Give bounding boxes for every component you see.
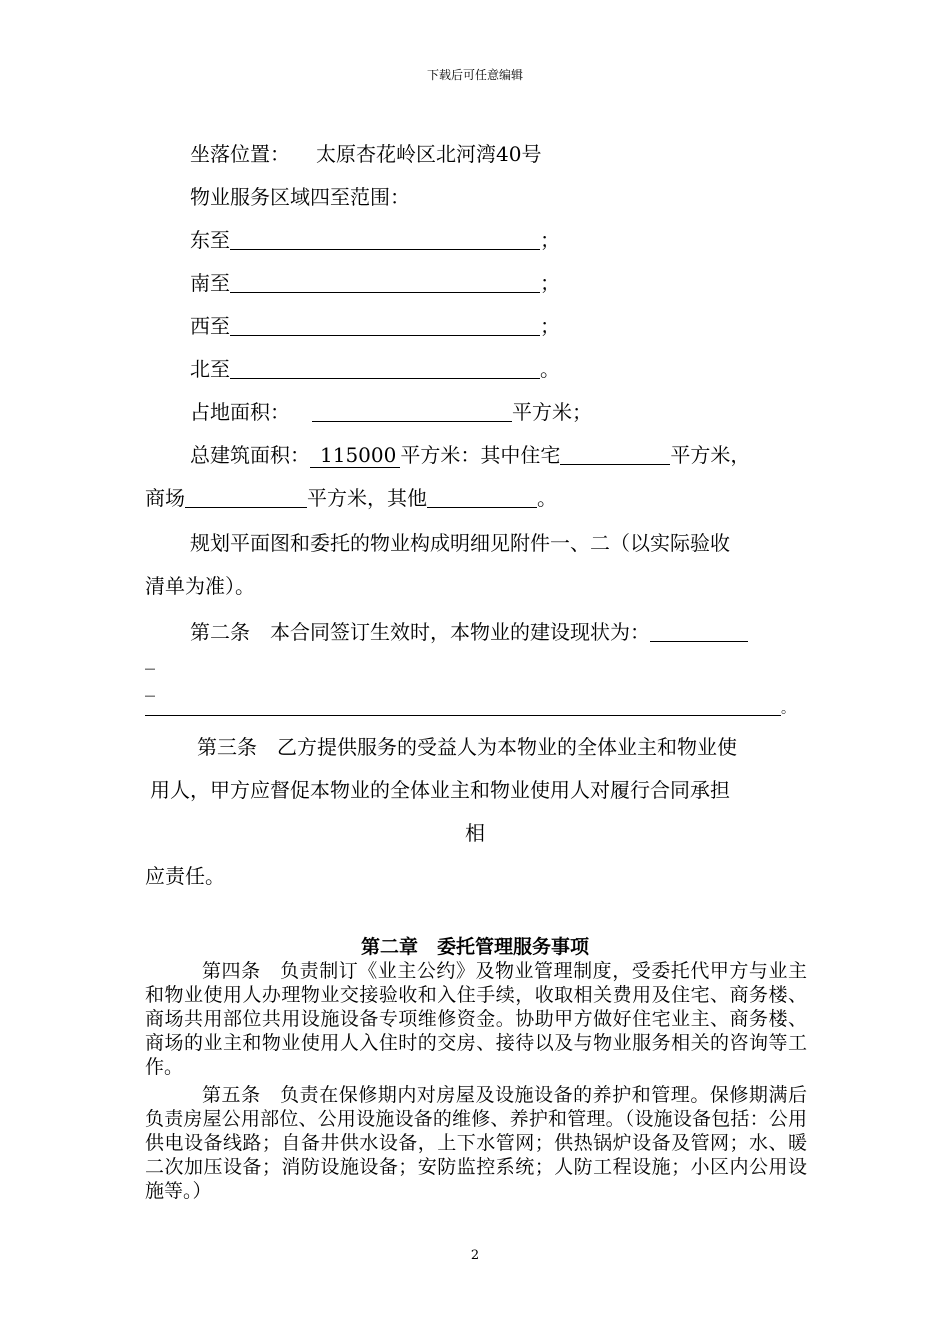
article2-end: 。: [781, 701, 795, 717]
boundary-south: [190, 267, 560, 296]
north-period: 。: [540, 357, 560, 381]
article3-line4: 应责任。: [145, 864, 225, 888]
south-label: 南至: [190, 271, 230, 295]
boundary-title: 物业服务区域四至范围：: [190, 185, 410, 209]
east-semicolon: ；: [540, 228, 560, 252]
north-label: 北至: [190, 357, 230, 381]
east-label: 东至: [190, 228, 230, 252]
article3-line2: 用人，甲方应督促本物业的全体业主和物业使用人对履行合同承担: [150, 778, 730, 802]
article2-text: 第二条 本合同签订生效时，本物业的建设现状为：: [190, 620, 650, 644]
south-blank: [230, 272, 540, 293]
article2-line3: [145, 694, 795, 718]
article4-paragraph: 第四条 负责制订《业主公约》及物业管理制度，受委托代甲方与业主和物业使用人办理物业交接验收和入住手续，收取相关费用及住宅、商务楼、商场共用部位共用设施设备专项维修资金。协助甲方做好住宅业主、商务楼、商场的业主和物业使用人入住时的交房、接待以及与物业服务相关的咨询等工作。: [145, 960, 807, 1078]
page-number: 2: [470, 1248, 480, 1263]
south-semicolon: ；: [540, 271, 560, 295]
article5-paragraph: 第五条 负责在保修期内对房屋及设施设备的养护和管理。保修期满后负责房屋公用部位、公用设施设备的维修、养护和管理。（设施设备包括：公用供电设备线路；自备井供水设备，上下水管网；供热锅炉设备及管网；水、暖二次加压设备；消防设施设备；安防监控系统；人防工程设施；小区内公用设施等。）: [145, 1084, 807, 1202]
article2-dash1: _: [145, 646, 155, 670]
plan-line2: 清单为准）。: [145, 574, 255, 598]
article2-long-blank: [145, 695, 781, 716]
land-area-blank: [312, 401, 512, 422]
mall-blank: [185, 487, 307, 508]
building-area-line: [190, 439, 750, 468]
article3-line1: 第三条 乙方提供服务的受益人为本物业的全体业主和物业使: [197, 735, 737, 759]
article2-line: [190, 616, 748, 645]
building-area-unit-mid: 平方米：其中住宅: [400, 443, 561, 467]
west-semicolon: ；: [540, 314, 560, 338]
building-area-line2: [145, 482, 557, 511]
building-area-value: 115000: [310, 443, 400, 468]
west-label: 西至: [190, 314, 230, 338]
article3-line3: 相: [465, 821, 485, 845]
chapter2-title: 第二章 委托管理服务事项: [360, 936, 589, 958]
residential-blank: [560, 444, 670, 465]
land-area-line: [190, 396, 592, 425]
land-area-label: 占地面积：: [190, 400, 290, 424]
east-blank: [230, 229, 540, 250]
article2-dash2: _: [145, 673, 155, 697]
location-label: 坐落位置：: [190, 142, 290, 166]
building-area-end: 。: [537, 486, 557, 510]
building-area-label: 总建筑面积：: [190, 443, 310, 467]
mall-label: 商场: [145, 486, 185, 510]
building-area-unit-end: 平方米，: [670, 443, 751, 467]
other-blank: [427, 487, 537, 508]
boundary-east: [190, 224, 560, 253]
west-blank: [230, 315, 540, 336]
location-line: [190, 138, 541, 167]
boundary-north: [190, 353, 560, 382]
page-header: 下载后可任意编辑: [426, 68, 523, 82]
north-blank: [230, 358, 540, 379]
plan-line1: 规划平面图和委托的物业构成明细见附件一、二（以实际验收: [190, 531, 730, 555]
land-area-unit: 平方米；: [512, 400, 592, 424]
article2-blank: [650, 621, 748, 642]
building-area-unit2: 平方米，其他: [307, 486, 427, 510]
location-value: 太原杏花岭区北河湾40号: [316, 142, 542, 166]
boundary-west: [190, 310, 560, 339]
